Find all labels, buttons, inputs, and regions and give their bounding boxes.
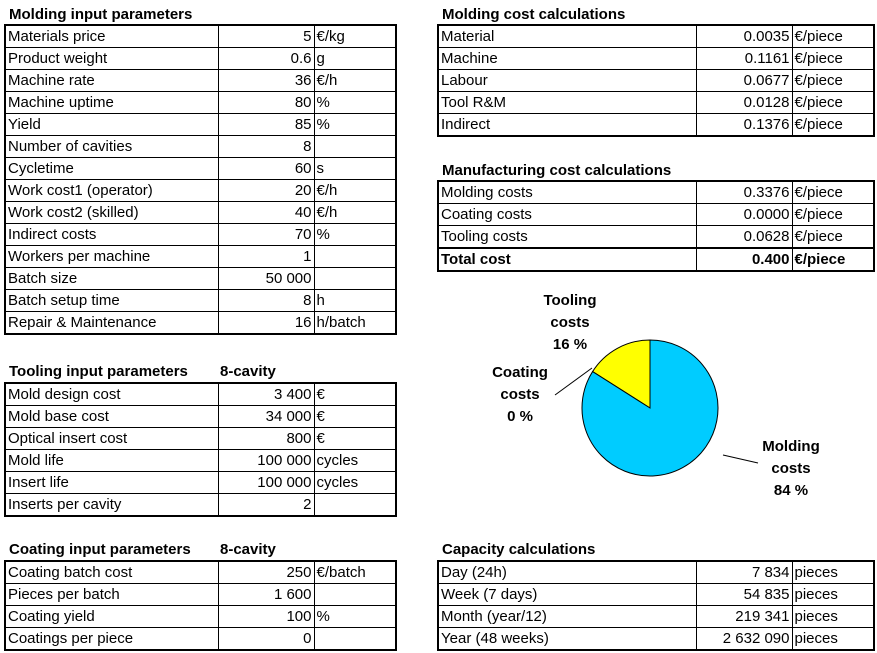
row-value[interactable]: 0.400 (696, 248, 792, 271)
table-row (5, 70, 396, 92)
row-label[interactable]: Tool R&M (438, 92, 696, 114)
table-row (5, 561, 396, 584)
row-unit[interactable]: €/piece (792, 226, 874, 249)
row-value[interactable]: 0.0628 (696, 226, 792, 249)
row-value[interactable]: 800 (218, 428, 314, 450)
row-label[interactable]: Month (year/12) (438, 606, 696, 628)
row-label[interactable]: Labour (438, 70, 696, 92)
table-row (5, 246, 396, 268)
row-value[interactable]: 34 000 (218, 406, 314, 428)
molding-label-pct: 84 % (773, 482, 809, 499)
table-row (438, 204, 874, 226)
tooling-input-table (4, 382, 397, 517)
row-value[interactable]: 5 (218, 25, 314, 48)
row-value[interactable]: 0.0000 (696, 204, 792, 226)
table-row (5, 628, 396, 651)
row-label[interactable]: Mold life (5, 450, 218, 472)
row-value[interactable]: 100 000 (218, 450, 314, 472)
coating-input-table (4, 560, 397, 651)
row-value[interactable]: 60 (218, 158, 314, 180)
tooling-label-line1: Tooling (543, 292, 597, 309)
row-value[interactable]: 0 (218, 628, 314, 651)
row-value[interactable]: 50 000 (218, 268, 314, 290)
table-row (5, 268, 396, 290)
row-label[interactable]: Machine (438, 48, 696, 70)
table-row (5, 158, 396, 180)
table-row (438, 584, 874, 606)
row-unit[interactable]: € (314, 406, 396, 428)
row-unit[interactable]: € (314, 428, 396, 450)
row-unit[interactable]: % (314, 606, 396, 628)
table-row (438, 92, 874, 114)
table-row (438, 181, 874, 204)
row-value[interactable]: 80 (218, 92, 314, 114)
row-unit[interactable]: €/piece (792, 248, 874, 271)
molding-slice-label (755, 436, 827, 502)
tooling-input-title: Tooling input parameters (9, 363, 188, 380)
row-unit[interactable] (314, 628, 396, 651)
manufacturing-cost-title: Manufacturing cost calculations (442, 162, 672, 179)
table-row (438, 628, 874, 651)
manufacturing-cost-table (437, 180, 875, 272)
row-unit[interactable]: pieces (792, 606, 874, 628)
table-row (5, 136, 396, 158)
table-row (5, 428, 396, 450)
row-label[interactable]: Coating costs (438, 204, 696, 226)
row-unit[interactable]: €/h (314, 70, 396, 92)
table-row (438, 606, 874, 628)
coating-label-line1: Coating (492, 364, 548, 381)
molding-cost-table (437, 24, 875, 137)
row-value[interactable]: 54 835 (696, 584, 792, 606)
row-value[interactable]: 0.3376 (696, 181, 792, 204)
total-row (438, 248, 874, 271)
row-value[interactable]: 40 (218, 202, 314, 224)
table-row (438, 561, 874, 584)
row-unit[interactable]: % (314, 92, 396, 114)
table-row (438, 48, 874, 70)
row-label[interactable]: Coating batch cost (5, 561, 218, 584)
row-label[interactable]: Machine rate (5, 70, 218, 92)
table-row (5, 606, 396, 628)
row-label[interactable]: Product weight (5, 48, 218, 70)
row-label[interactable]: Coating yield (5, 606, 218, 628)
table-row (5, 383, 396, 406)
table-row (438, 70, 874, 92)
row-label[interactable]: Machine uptime (5, 92, 218, 114)
molding-input-title: Molding input parameters (9, 6, 193, 23)
row-label[interactable]: Work cost1 (operator) (5, 180, 218, 202)
coating-slice-label (484, 362, 556, 428)
row-unit[interactable] (314, 136, 396, 158)
row-unit[interactable]: pieces (792, 584, 874, 606)
row-unit[interactable]: cycles (314, 450, 396, 472)
coating-input-title: Coating input parameters (9, 541, 191, 558)
table-row (5, 312, 396, 335)
row-label[interactable]: Indirect costs (5, 224, 218, 246)
table-row (5, 180, 396, 202)
row-label[interactable]: Week (7 days) (438, 584, 696, 606)
row-unit[interactable]: cycles (314, 472, 396, 494)
row-value[interactable]: 100 (218, 606, 314, 628)
row-unit[interactable]: pieces (792, 561, 874, 584)
capacity-table (437, 560, 875, 651)
row-value[interactable]: 8 (218, 136, 314, 158)
row-unit[interactable]: €/piece (792, 25, 874, 48)
row-value[interactable]: 2 632 090 (696, 628, 792, 651)
row-unit[interactable] (314, 246, 396, 268)
table-row (5, 406, 396, 428)
tooling-input-subtitle: 8-cavity (220, 363, 276, 380)
row-unit[interactable]: €/piece (792, 48, 874, 70)
row-value[interactable]: 1 600 (218, 584, 314, 606)
table-row (5, 290, 396, 312)
row-label[interactable]: Repair & Maintenance (5, 312, 218, 335)
row-label[interactable]: Material (438, 25, 696, 48)
coating-label-pct: 0 % (507, 408, 533, 425)
row-label[interactable]: Day (24h) (438, 561, 696, 584)
table-row (5, 450, 396, 472)
row-value[interactable]: 1 (218, 246, 314, 268)
row-value[interactable]: 0.0677 (696, 70, 792, 92)
table-row (5, 494, 396, 517)
row-unit[interactable]: €/kg (314, 25, 396, 48)
row-value[interactable]: 0.0035 (696, 25, 792, 48)
row-value[interactable]: 2 (218, 494, 314, 517)
row-label[interactable]: Molding costs (438, 181, 696, 204)
row-value[interactable]: 0.1161 (696, 48, 792, 70)
row-value[interactable]: 36 (218, 70, 314, 92)
row-label[interactable]: Year (48 weeks) (438, 628, 696, 651)
row-unit[interactable]: s (314, 158, 396, 180)
tooling-label-line2: costs (550, 314, 590, 331)
row-label[interactable]: Cycletime (5, 158, 218, 180)
tooling-label-pct: 16 % (552, 336, 588, 353)
coating-input-subtitle: 8-cavity (220, 541, 276, 558)
table-row (5, 584, 396, 606)
row-label[interactable]: Optical insert cost (5, 428, 218, 450)
coating-label-line2: costs (500, 386, 540, 403)
row-value[interactable]: 219 341 (696, 606, 792, 628)
row-unit[interactable]: % (314, 114, 396, 136)
row-value[interactable]: 0.6 (218, 48, 314, 70)
molding-cost-title: Molding cost calculations (442, 6, 626, 23)
row-value[interactable]: 70 (218, 224, 314, 246)
row-value[interactable]: 7 834 (696, 561, 792, 584)
row-label[interactable]: Insert life (5, 472, 218, 494)
row-value[interactable]: 8 (218, 290, 314, 312)
row-label[interactable]: Pieces per batch (5, 584, 218, 606)
row-label[interactable]: Batch size (5, 268, 218, 290)
row-value[interactable]: 0.0128 (696, 92, 792, 114)
row-label[interactable]: Mold design cost (5, 383, 218, 406)
row-unit[interactable]: € (314, 383, 396, 406)
table-row (438, 114, 874, 137)
table-row (5, 92, 396, 114)
row-unit[interactable]: €/piece (792, 181, 874, 204)
cost-pie-chart (440, 285, 877, 515)
row-value[interactable]: 20 (218, 180, 314, 202)
capacity-title: Capacity calculations (442, 541, 596, 558)
row-unit[interactable]: €/piece (792, 114, 874, 137)
table-row (5, 48, 396, 70)
row-label[interactable]: Work cost2 (skilled) (5, 202, 218, 224)
row-unit[interactable]: €/piece (792, 204, 874, 226)
row-unit[interactable]: €/piece (792, 92, 874, 114)
tooling-slice-label (535, 290, 605, 356)
row-label[interactable]: Yield (5, 114, 218, 136)
row-value[interactable]: 16 (218, 312, 314, 335)
row-unit[interactable]: pieces (792, 628, 874, 651)
row-value[interactable]: 3 400 (218, 383, 314, 406)
table-row (5, 25, 396, 48)
row-label[interactable]: Workers per machine (5, 246, 218, 268)
row-unit[interactable]: h (314, 290, 396, 312)
row-unit[interactable]: €/h (314, 180, 396, 202)
row-unit[interactable] (314, 494, 396, 517)
row-label[interactable]: Materials price (5, 25, 218, 48)
row-label[interactable]: Mold base cost (5, 406, 218, 428)
table-row (5, 472, 396, 494)
molding-label-line1: Molding (762, 438, 820, 455)
row-value[interactable]: 100 000 (218, 472, 314, 494)
row-value[interactable]: 85 (218, 114, 314, 136)
row-label[interactable]: Total cost (438, 248, 696, 271)
row-value[interactable]: 250 (218, 561, 314, 584)
row-unit[interactable]: h/batch (314, 312, 396, 335)
table-row (5, 114, 396, 136)
row-label[interactable]: Tooling costs (438, 226, 696, 249)
table-row (438, 25, 874, 48)
molding-label-line2: costs (771, 460, 811, 477)
row-unit[interactable]: €/h (314, 202, 396, 224)
row-label[interactable]: Coatings per piece (5, 628, 218, 651)
table-row (5, 202, 396, 224)
row-label[interactable]: Number of cavities (5, 136, 218, 158)
row-unit[interactable]: g (314, 48, 396, 70)
molding-input-table (4, 24, 397, 335)
row-unit[interactable]: €/piece (792, 70, 874, 92)
row-value[interactable]: 0.1376 (696, 114, 792, 137)
row-unit[interactable] (314, 584, 396, 606)
row-unit[interactable]: % (314, 224, 396, 246)
row-unit[interactable] (314, 268, 396, 290)
table-row (438, 226, 874, 249)
table-row (5, 224, 396, 246)
row-label[interactable]: Inserts per cavity (5, 494, 218, 517)
row-label[interactable]: Indirect (438, 114, 696, 137)
molding-leader-line (723, 455, 758, 463)
row-label[interactable]: Batch setup time (5, 290, 218, 312)
row-unit[interactable]: €/batch (314, 561, 396, 584)
